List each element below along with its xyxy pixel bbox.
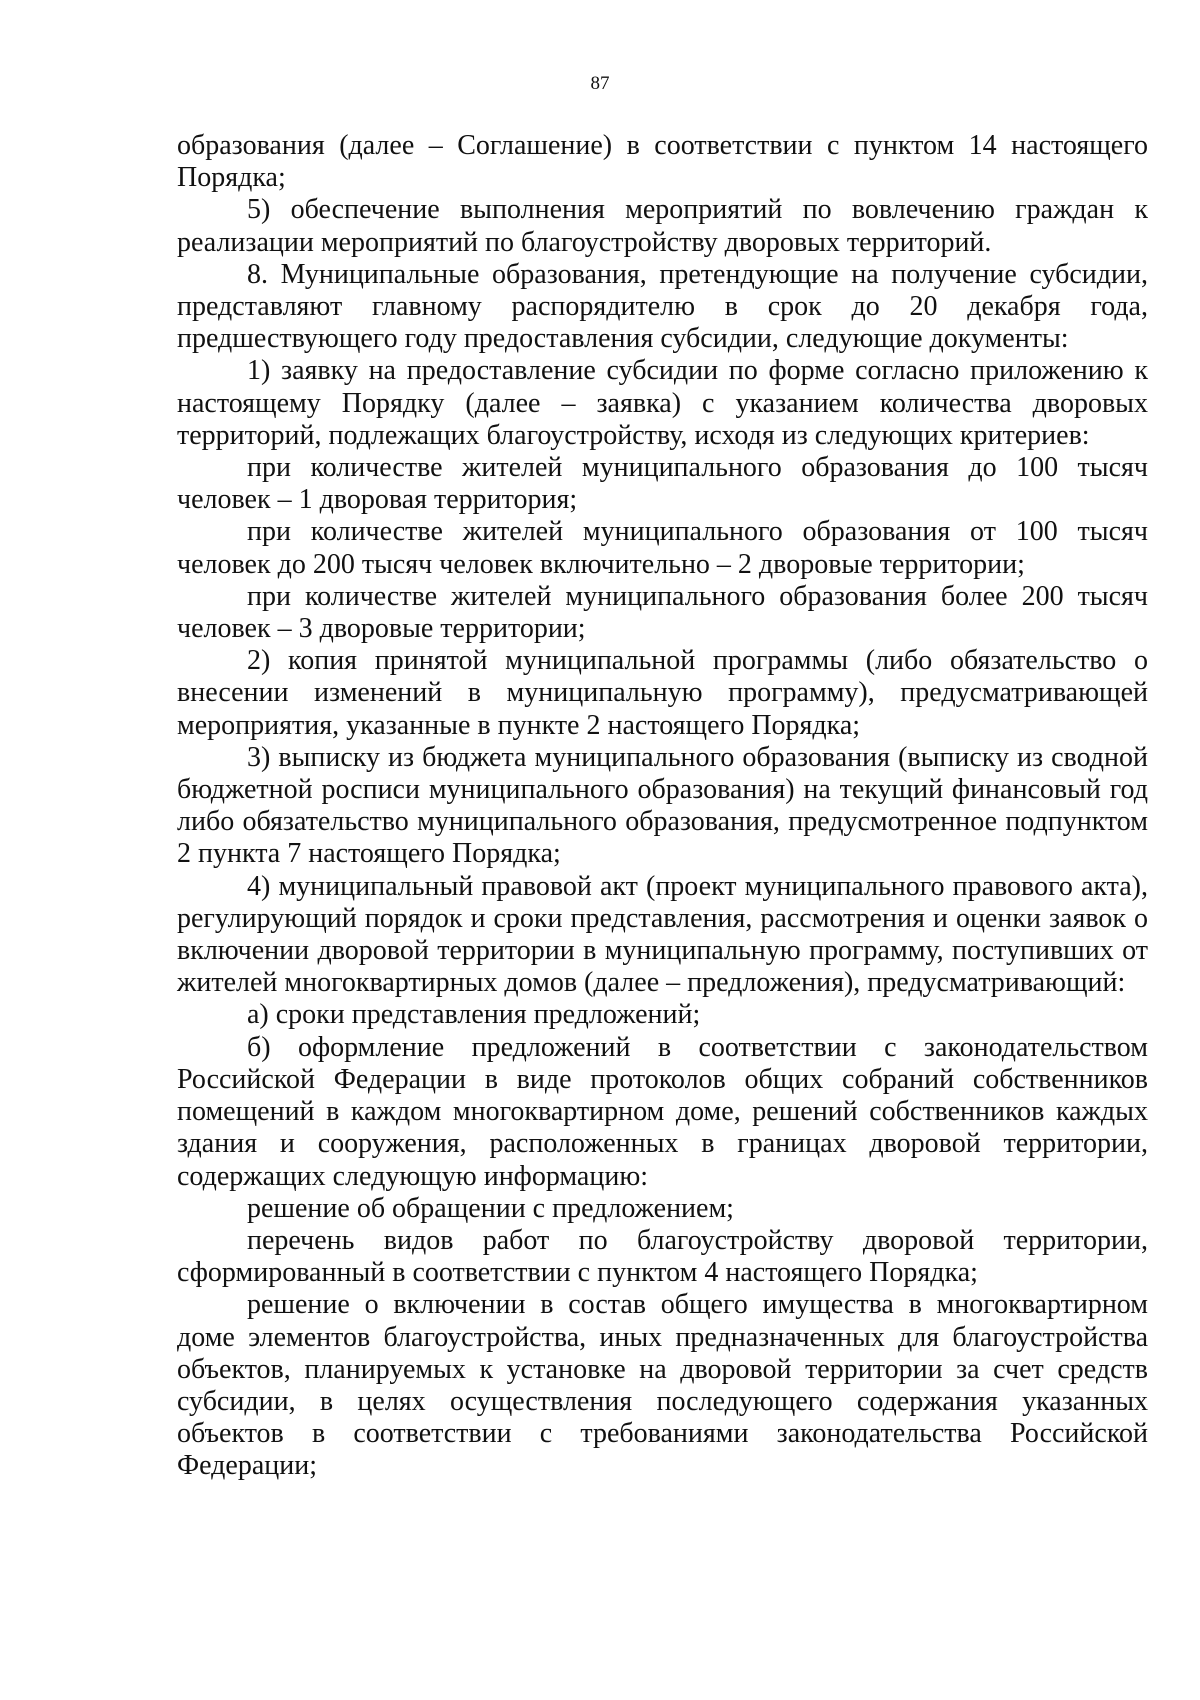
paragraph: 5) обеспечение выполнения мероприятий по вовлечению граждан к реализации мероприятий по благоустройству дворовых территорий.: [177, 194, 1148, 258]
paragraph: а) сроки представления предложений;: [247, 999, 701, 1031]
paragraph: перечень видов работ по благоустройству дворовой территории, сформированный в соответствии с пунктом 4 настоящего Порядка;: [177, 1224, 1148, 1289]
page-number: 87: [590, 73, 610, 94]
paragraph: б) оформление предложений в соответствии с законодательством Российской Федерации в виде протоколов общих собраний собственников помещений в каждом многоквартирном доме, решений собственников каждых здания и сооружения, расположенных в границах дворовой территории, содержащих следующую информацию:: [177, 1031, 1148, 1192]
paragraph: образования (далее – Соглашение) в соответствии с пунктом 14 настоящего Порядка;: [177, 130, 1148, 194]
paragraph: решение о включении в состав общего имущества в многоквартирном доме элементов благоустройства, иных предназначенных для благоустройства объектов, планируемых к установке на дворовой территории за счет средств субсидии, в целях осуществления последующего содержания указанных объектов в соответствии с требованиями законодательства Российской Федерации;: [177, 1289, 1148, 1482]
paragraph: при количестве жителей муниципального образования до 100 тысяч человек – 1 дворовая территория;: [177, 452, 1148, 516]
paragraph: 1) заявку на предоставление субсидии по форме согласно приложению к настоящему Порядку (далее – заявка) с указанием количества дворовых территорий, подлежащих благоустройству, исходя из следующих критериев:: [177, 355, 1148, 451]
paragraph: 2) копия принятой муниципальной программы (либо обязательство о внесении изменений в муниципальную программу), предусматривающей мероприятия, указанные в пункте 2 настоящего Порядка;: [177, 645, 1148, 741]
paragraph: при количестве жителей муниципального образования от 100 тысяч человек до 200 тысяч человек включительно – 2 дворовые территории;: [177, 516, 1148, 580]
paragraph: решение об обращении с предложением;: [247, 1192, 734, 1224]
document-body: [177, 130, 1148, 1483]
paragraph: 8. Муниципальные образования, претендующие на получение субсидии, представляют главному распорядителю в срок до 20 декабря года, предшествующего году предоставления субсидии, следующие документы:: [177, 258, 1148, 355]
paragraph: 4) муниципальный правовой акт (проект муниципального правового акта), регулирующий порядок и сроки представления, рассмотрения и оценки заявок о включении дворовой территории в муниципальную программу, поступивших от жителей многоквартирных домов (далее – предложения), предусматривающий:: [177, 870, 1148, 999]
paragraph: 3) выписку из бюджета муниципального образования (выписку из сводной бюджетной росписи муниципального образования) на текущий финансовый год либо обязательство муниципального образования, предусмотренное подпунктом 2 пункта 7 настоящего Порядка;: [177, 741, 1148, 870]
paragraph: при количестве жителей муниципального образования более 200 тысяч человек – 3 дворовые территории;: [177, 580, 1148, 645]
